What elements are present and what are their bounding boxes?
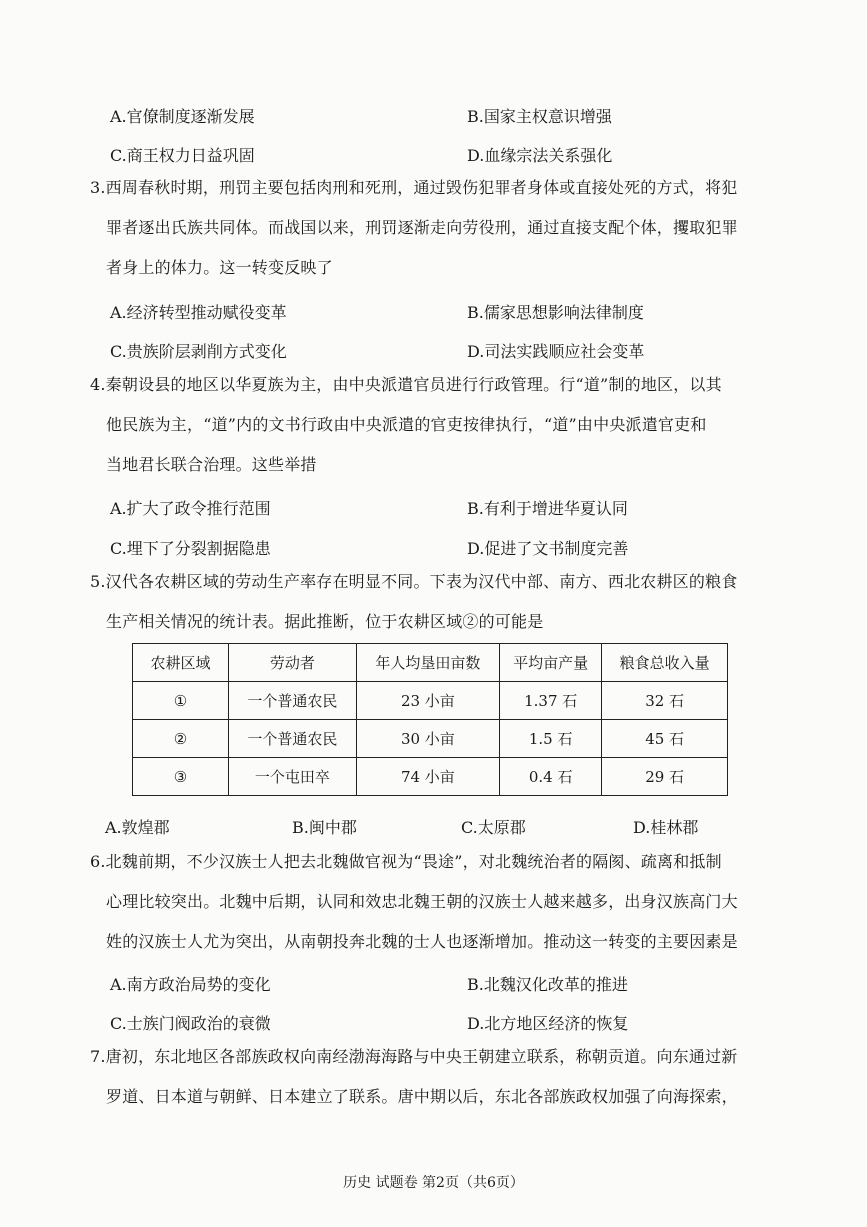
q5-line-1: 5.汉代各农耕区域的劳动生产率存在明显不同。下表为汉代中部、南方、西北农耕区的粮食	[90, 572, 738, 591]
q4-option-a[interactable]: A.扩大了政令推行范围	[110, 499, 271, 518]
q3-option-a[interactable]: A.经济转型推动赋役变革	[110, 303, 287, 322]
table-cell: 0.4 石	[500, 758, 602, 796]
q2-option-d[interactable]: D.血缘宗法关系强化	[467, 146, 613, 165]
q6-line-1: 6.北魏前期，不少汉族士人把去北魏做官视为“畏途”，对北魏统治者的隔阂、疏离和抵制	[90, 852, 722, 871]
question-5	[90, 562, 790, 642]
table-header: 粮食总收入量	[602, 644, 728, 682]
question-3	[90, 168, 790, 288]
table-cell: 1.5 石	[500, 720, 602, 758]
table-header-row	[133, 644, 728, 682]
table-row	[133, 758, 728, 796]
q7-line-2: 罗道、日本道与朝鲜、日本建立了联系。唐中期以后，东北各部族政权加强了向海探索，	[106, 1087, 738, 1106]
table-cell: ③	[133, 758, 229, 796]
q4-line-2: 他民族为主，“道”内的文书行政由中央派遣的官吏按律执行，“道”由中央派遣官吏和	[106, 415, 707, 434]
q3-line-2: 罪者逐出氏族共同体。而战国以来，刑罚逐渐走向劳役刑，通过直接支配个体，攫取犯罪	[106, 218, 738, 237]
table-header: 年人均垦田亩数	[356, 644, 499, 682]
q6-option-d[interactable]: D.北方地区经济的恢复	[467, 1014, 629, 1033]
q2-options-row-1	[110, 104, 810, 128]
q4-option-d[interactable]: D.促进了文书制度完善	[467, 539, 629, 558]
q6-options-row-1	[110, 972, 810, 996]
table-cell: 一个普通农民	[229, 682, 357, 720]
q2-option-a[interactable]: A.官僚制度逐渐发展	[110, 107, 255, 126]
q5-options-row	[105, 815, 745, 839]
q4-option-c[interactable]: C.埋下了分裂割据隐患	[110, 539, 271, 558]
question-4	[90, 365, 790, 485]
q4-option-b[interactable]: B.有利于增进华夏认同	[467, 499, 628, 518]
page-footer: 历史 试题卷 第2页（共6页）	[343, 1175, 524, 1191]
question-6	[90, 842, 790, 962]
q2-options-row-2	[110, 143, 810, 167]
table-header: 平均亩产量	[500, 644, 602, 682]
q3-option-c[interactable]: C.贵族阶层剥削方式变化	[110, 342, 287, 361]
q3-options-row-1	[110, 300, 810, 324]
table-header: 农耕区域	[133, 644, 229, 682]
table-cell: 一个普通农民	[229, 720, 357, 758]
q3-option-b[interactable]: B.儒家思想影响法律制度	[467, 303, 644, 322]
table-cell: 29 石	[602, 758, 728, 796]
q5-statistics-table	[132, 643, 728, 796]
table-cell: ②	[133, 720, 229, 758]
q7-line-1: 7.唐初，东北地区各部族政权向南经渤海海路与中央王朝建立联系，称朝贡道。向东通过新	[90, 1047, 738, 1066]
q3-line-1: 3.西周春秋时期，刑罚主要包括肉刑和死刑，通过毁伤犯罪者身体或直接处死的方式，将犯	[90, 178, 738, 197]
table-header: 劳动者	[229, 644, 357, 682]
table-cell: 74 小亩	[356, 758, 499, 796]
q2-option-c[interactable]: C.商王权力日益巩固	[110, 146, 255, 165]
table-cell: ①	[133, 682, 229, 720]
q2-option-b[interactable]: B.国家主权意识增强	[467, 107, 612, 126]
q4-options-row-1	[110, 496, 810, 520]
q5-option-b[interactable]: B.闽中郡	[292, 818, 357, 837]
q6-line-2: 心理比较突出。北魏中后期，认同和效忠北魏王朝的汉族士人越来越多，出身汉族高门大	[106, 892, 738, 911]
q4-options-row-2	[110, 536, 810, 560]
question-7	[90, 1037, 790, 1117]
q6-option-c[interactable]: C.士族门阀政治的衰微	[110, 1014, 271, 1033]
table-cell: 30 小亩	[356, 720, 499, 758]
table-row	[133, 682, 728, 720]
q3-option-d[interactable]: D.司法实践顺应社会变革	[467, 342, 645, 361]
table-cell: 45 石	[602, 720, 728, 758]
q6-options-row-2	[110, 1011, 810, 1035]
q5-option-d[interactable]: D.桂林郡	[633, 818, 699, 837]
q6-option-a[interactable]: A.南方政治局势的变化	[110, 975, 271, 994]
q6-option-b[interactable]: B.北魏汉化改革的推进	[467, 975, 628, 994]
q4-line-1: 4.秦朝设县的地区以华夏族为主，由中央派遣官员进行行政管理。行“道”制的地区，以其	[90, 375, 722, 394]
q3-options-row-2	[110, 339, 810, 363]
q5-option-a[interactable]: A.敦煌郡	[105, 818, 170, 837]
table-cell: 1.37 石	[500, 682, 602, 720]
q5-line-2: 生产相关情况的统计表。据此推断，位于农耕区域②的可能是	[106, 612, 544, 631]
table-cell: 32 石	[602, 682, 728, 720]
q5-option-c[interactable]: C.太原郡	[461, 818, 526, 837]
table-cell: 23 小亩	[356, 682, 499, 720]
table-row	[133, 720, 728, 758]
q3-line-3: 者身上的体力。这一转变反映了	[106, 258, 333, 277]
table-cell: 一个屯田卒	[229, 758, 357, 796]
q4-line-3: 当地君长联合治理。这些举措	[106, 455, 317, 474]
q6-line-3: 姓的汉族士人尤为突出，从南朝投奔北魏的士人也逐渐增加。推动这一转变的主要因素是	[106, 932, 738, 951]
